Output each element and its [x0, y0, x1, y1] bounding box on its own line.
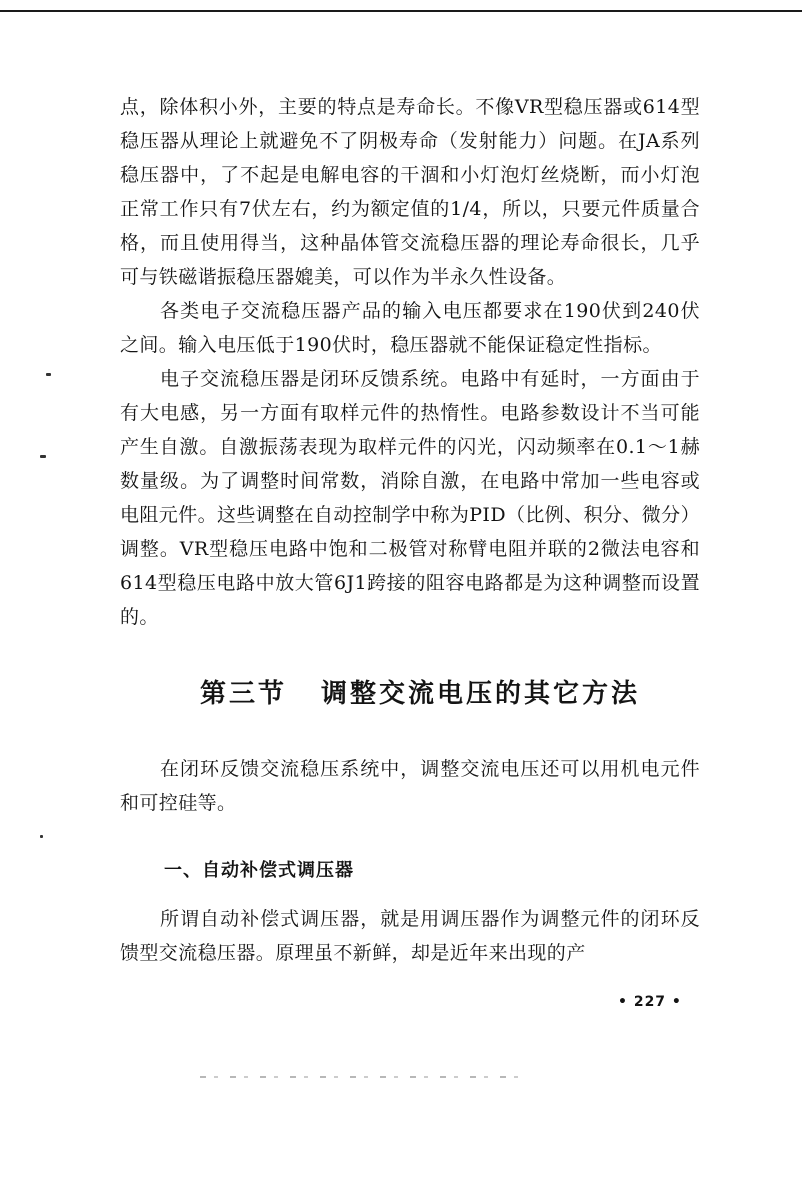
scan-speck: [40, 455, 46, 458]
page-number: • 227 •: [618, 994, 682, 1010]
scan-noise: [200, 1076, 530, 1078]
scan-speck: [40, 835, 43, 838]
page-body: [120, 90, 700, 970]
paragraph-4: 在闭环反馈交流稳压系统中，调整交流电压还可以用机电元件和可控硅等。: [120, 758, 700, 814]
paragraph-3: 电子交流稳压器是闭环反馈系统。电路中有延时，一方面由于有大电感，另一方面有取样元件的热惰性。电路参数设计不当可能产生自激。自激振荡表现为取样元件的闪光，闪动频率在0.1～1赫数量级。为了调整时间常数，消除自激，在电路中常加一些电容或电阻元件。这些调整在自动控制学中称为PID（比例、积分、微分）调整。VR型稳压电路中饱和二极管对称臂电阻并联的2微法电容和614型稳压电路中放大管6J1跨接的阻容电路都是为这种调整而设置的。: [120, 368, 700, 628]
scan-speck: [46, 373, 51, 376]
section-title: 调整交流电压的其它方法: [321, 679, 641, 709]
section-number: 第三节: [200, 679, 288, 709]
paragraph-1: 点，除体积小外，主要的特点是寿命长。不像VR型稳压器或614型稳压器从理论上就避免不了阴极寿命（发射能力）问题。在JA系列稳压器中，了不起是电解电容的干涸和小灯泡灯丝烧断，而小灯泡正常工作只有7伏左右，约为额定值的1/4，所以，只要元件质量合格，而且使用得当，这种晶体管交流稳压器的理论寿命很长，几乎可与铁磁谐振稳压器媲美，可以作为半永久性设备。: [120, 96, 700, 288]
subsection-heading: 一、自动补偿式调压器: [164, 860, 354, 881]
paragraph-5: 所谓自动补偿式调压器，就是用调压器作为调整元件的闭环反馈型交流稳压器。原理虽不新鲜，却是近年来出现的产: [120, 908, 700, 964]
section-heading: [200, 674, 700, 714]
paragraph-2: 各类电子交流稳压器产品的输入电压都要求在190伏到240伏之间。输入电压低于190伏时，稳压器就不能保证稳定性指标。: [120, 300, 700, 356]
top-border-line: [0, 10, 802, 12]
